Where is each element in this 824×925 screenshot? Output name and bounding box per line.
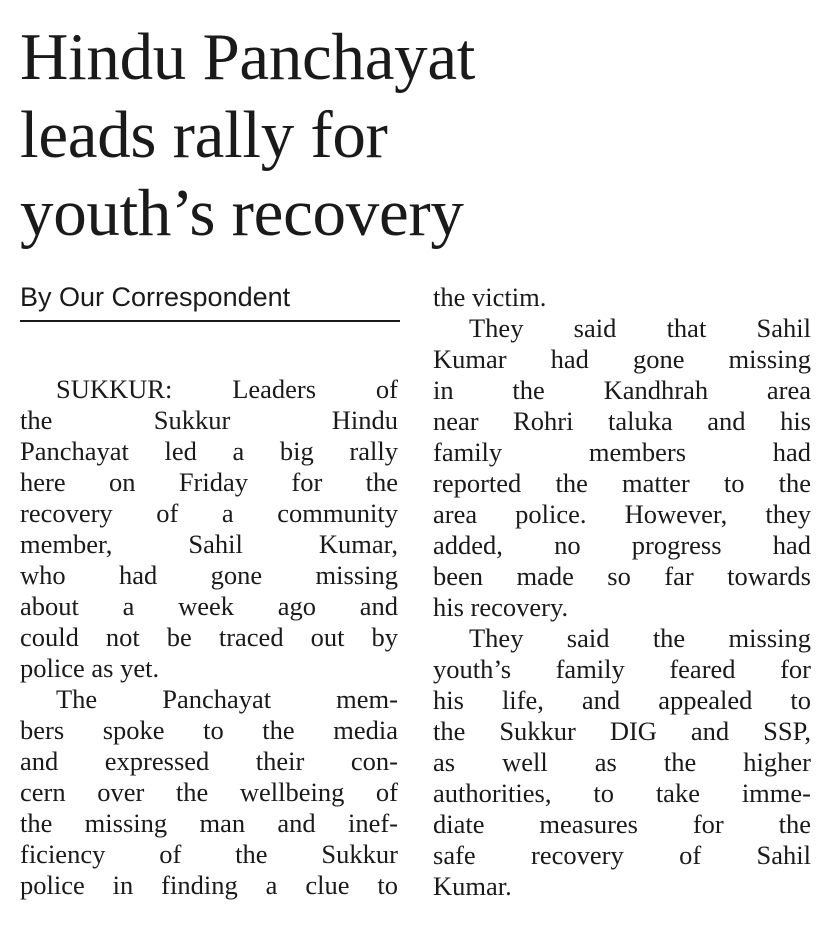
article-text-line: cern over the wellbeing of — [20, 777, 398, 807]
article-text-line: his life, and appealed to — [433, 685, 811, 715]
article-text-line: The Panchayat mem- — [56, 684, 398, 714]
byline: By Our Correspondent — [20, 282, 291, 312]
article-text-line: the Sukkur Hindu — [20, 405, 398, 435]
headline — [20, 18, 810, 252]
article-text-line: in the Kandhrah area — [433, 375, 811, 405]
article-text-line: safe recovery of Sahil — [433, 840, 811, 870]
article-text-line: They said that Sahil — [469, 313, 811, 343]
article-text-line: ficiency of the Sukkur — [20, 839, 398, 869]
article-text-line: been made so far towards — [433, 561, 811, 591]
article-column-left — [20, 374, 398, 901]
article-text-line: diate measures for the — [433, 809, 811, 839]
article-text-line: police in finding a clue to — [20, 870, 398, 900]
article-text-line: They said the missing — [469, 623, 811, 653]
article-text-line: SUKKUR: Leaders of — [56, 374, 398, 404]
article-text-line: the victim. — [433, 282, 547, 312]
article-column-right — [433, 282, 811, 902]
headline-line: leads rally for — [20, 98, 388, 172]
headline-line: Hindu Panchayat — [20, 20, 476, 94]
article-text-line: youth’s family feared for — [433, 654, 811, 684]
article-text-line: reported the matter to the — [433, 468, 811, 498]
article-text-line: authorities, to take imme- — [433, 778, 811, 808]
article-text-line: his recovery. — [433, 592, 569, 622]
headline-line: youth’s recovery — [20, 176, 464, 250]
article-text-line: recovery of a community — [20, 498, 398, 528]
article-text-line: and expressed their con- — [20, 746, 398, 776]
article-text-line: the Sukkur DIG and SSP, — [433, 716, 811, 746]
article-text-line: the missing man and inef- — [20, 808, 398, 838]
article-text-line: family members had — [433, 437, 811, 467]
article-text-line: who had gone missing — [20, 560, 398, 590]
article-text-line: about a week ago and — [20, 591, 398, 621]
byline-rule — [20, 320, 400, 322]
article-text-line: near Rohri taluka and his — [433, 406, 811, 436]
article-text-line: Kumar had gone missing — [433, 344, 811, 374]
article-text-line: could not be traced out by — [20, 622, 398, 652]
article-text-line: here on Friday for the — [20, 467, 398, 497]
article-text-line: Kumar. — [433, 871, 512, 901]
article-text-line: police as yet. — [20, 653, 160, 683]
article-text-line: added, no progress had — [433, 530, 811, 560]
article-text-line: Panchayat led a big rally — [20, 436, 398, 466]
article-text-line: area police. However, they — [433, 499, 811, 529]
article-text-line: bers spoke to the media — [20, 715, 398, 745]
article-text-line: member, Sahil Kumar, — [20, 529, 398, 559]
article-text-line: as well as the higher — [433, 747, 811, 777]
